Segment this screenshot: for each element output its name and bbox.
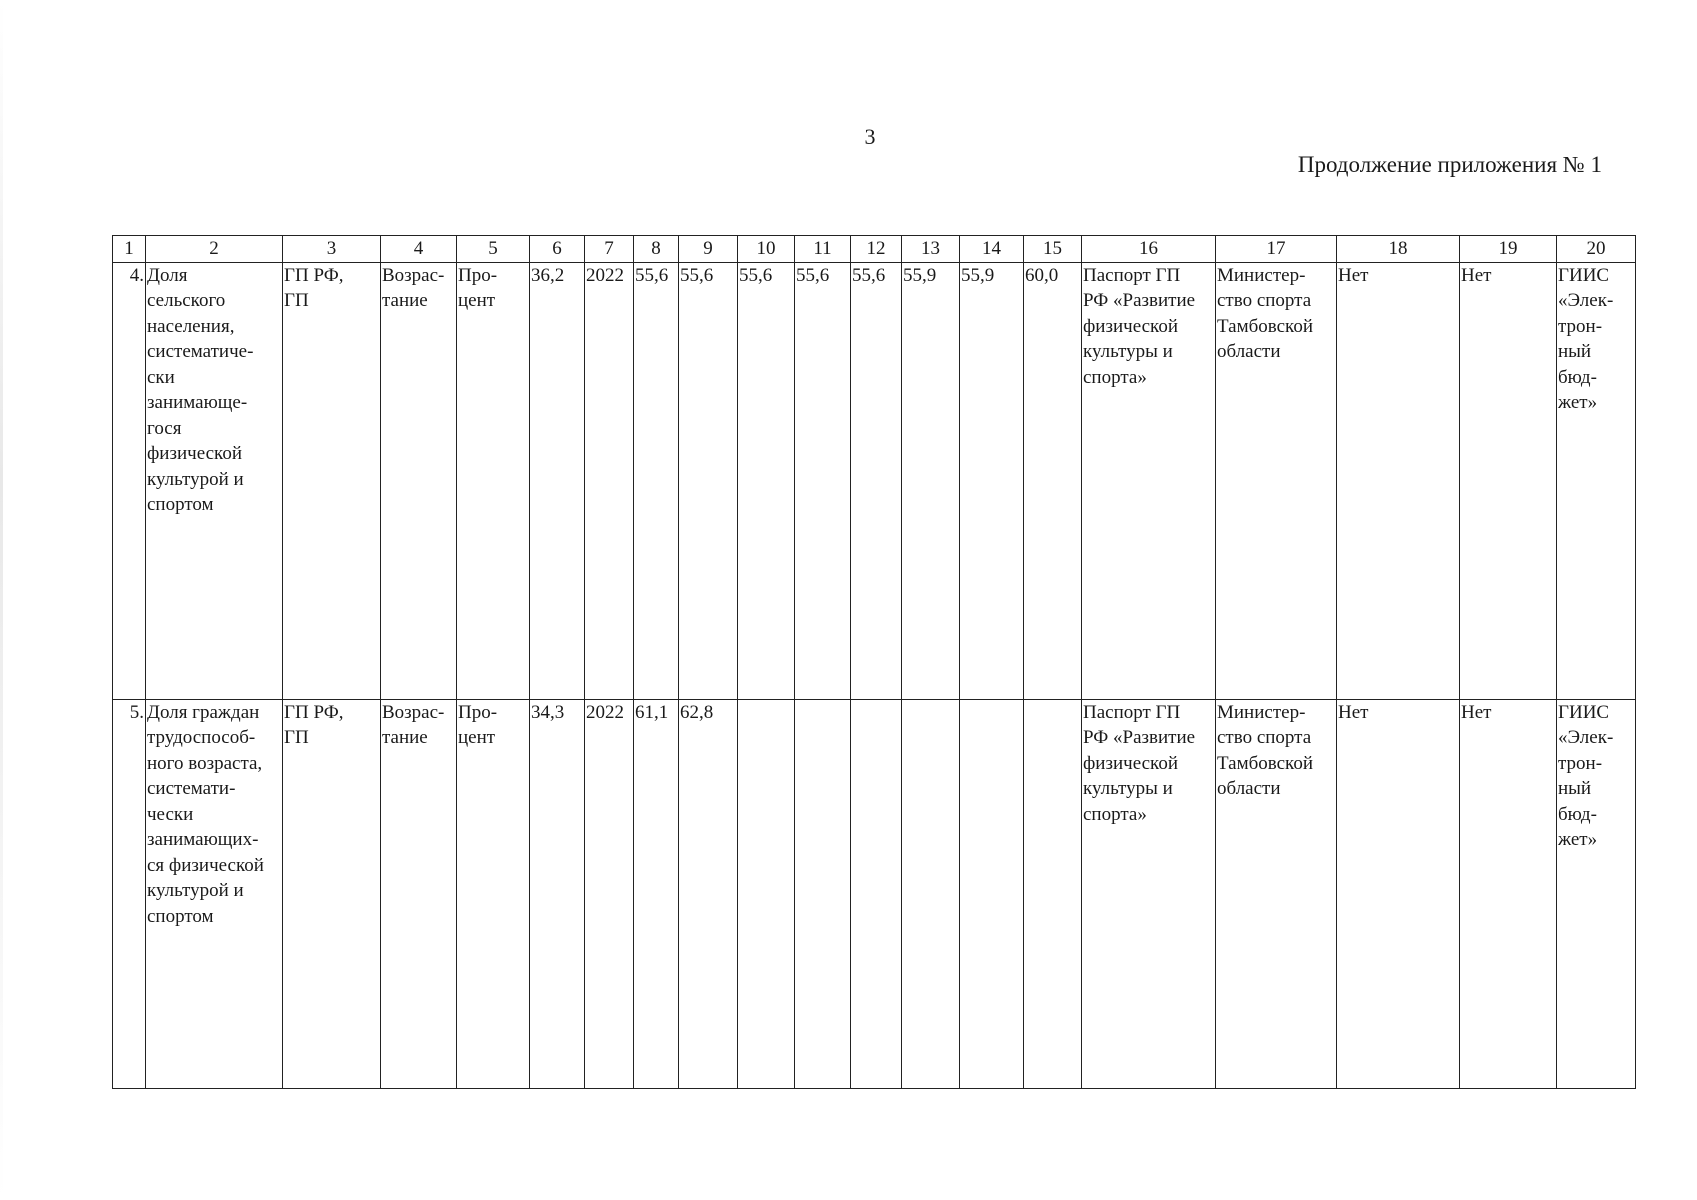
table-cell: Нет — [1337, 699, 1460, 1088]
column-header: 8 — [634, 236, 679, 263]
column-header: 19 — [1460, 236, 1557, 263]
column-header: 6 — [530, 236, 585, 263]
table-cell — [902, 699, 960, 1088]
appendix-note: Продолжение приложения № 1 — [1297, 152, 1602, 177]
column-header: 4 — [381, 236, 457, 263]
table-cell — [1024, 699, 1082, 1088]
document-reference: Паспорт ГП РФ «Развитие физической культуры и спорта» — [1082, 699, 1216, 1088]
base-year: 2022 — [585, 699, 634, 1088]
column-header: 12 — [851, 236, 902, 263]
document-reference: Паспорт ГП РФ «Развитие физической культуры и спорта» — [1082, 262, 1216, 699]
column-header: 3 — [283, 236, 381, 263]
base-year: 2022 — [585, 262, 634, 699]
table-cell: 61,1 — [634, 699, 679, 1088]
indicator-trend: Возрас- тание — [381, 699, 457, 1088]
table-cell — [851, 699, 902, 1088]
indicators-table — [112, 235, 1636, 1089]
page-number: 3 — [864, 124, 876, 149]
scan-edge — [0, 0, 3, 1200]
table-cell: Нет — [1460, 262, 1557, 699]
column-header: 13 — [902, 236, 960, 263]
column-header: 9 — [679, 236, 738, 263]
indicator-trend: Возрас- тание — [381, 262, 457, 699]
row-number: 4. — [113, 262, 146, 699]
table-row — [113, 262, 1636, 699]
header-row — [113, 236, 1636, 263]
indicator-level: ГП РФ, ГП — [283, 699, 381, 1088]
table-cell: Нет — [1337, 262, 1460, 699]
table-cell: Нет — [1460, 699, 1557, 1088]
table-cell: 55,6 — [634, 262, 679, 699]
table-row — [113, 699, 1636, 1088]
indicator-name: Доля сельского населения, систематиче- ски занимающе- гося физической культурой и спортом — [146, 262, 283, 699]
column-header: 2 — [146, 236, 283, 263]
indicator-level: ГП РФ, ГП — [283, 262, 381, 699]
table-cell: 62,8 — [679, 699, 738, 1088]
column-header: 1 — [113, 236, 146, 263]
row-number: 5. — [113, 699, 146, 1088]
table-cell — [795, 699, 851, 1088]
column-header: 16 — [1082, 236, 1216, 263]
table-cell: 55,9 — [960, 262, 1024, 699]
table-cell: 55,9 — [902, 262, 960, 699]
indicator-name: Доля граждан трудоспособ- ного возраста, системати- чески занимающих- ся физической культурой и спортом — [146, 699, 283, 1088]
table-cell: 55,6 — [738, 262, 795, 699]
table-cell: 55,6 — [795, 262, 851, 699]
column-header: 11 — [795, 236, 851, 263]
table-cell: 55,6 — [679, 262, 738, 699]
column-header: 17 — [1216, 236, 1337, 263]
indicator-unit: Про- цент — [457, 699, 530, 1088]
table-cell: 55,6 — [851, 262, 902, 699]
table-cell — [738, 699, 795, 1088]
column-header: 5 — [457, 236, 530, 263]
responsible-body: Министер- ство спорта Тамбовской области — [1216, 262, 1337, 699]
table-cell — [960, 699, 1024, 1088]
column-header: 10 — [738, 236, 795, 263]
column-header: 7 — [585, 236, 634, 263]
column-header: 20 — [1557, 236, 1636, 263]
information-system: ГИИС «Элек- трон- ный бюд- жет» — [1557, 699, 1636, 1088]
responsible-body: Министер- ство спорта Тамбовской области — [1216, 699, 1337, 1088]
base-value: 36,2 — [530, 262, 585, 699]
column-header: 15 — [1024, 236, 1082, 263]
information-system: ГИИС «Элек- трон- ный бюд- жет» — [1557, 262, 1636, 699]
column-header: 14 — [960, 236, 1024, 263]
table-cell: 60,0 — [1024, 262, 1082, 699]
base-value: 34,3 — [530, 699, 585, 1088]
column-header: 18 — [1337, 236, 1460, 263]
indicator-unit: Про- цент — [457, 262, 530, 699]
